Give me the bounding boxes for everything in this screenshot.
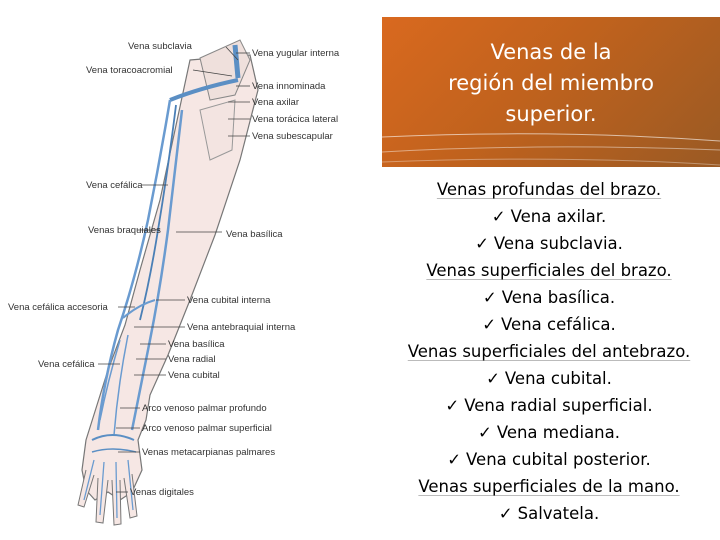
label-vena-cubital-interna: Vena cubital interna (187, 295, 271, 306)
list-item (382, 365, 716, 392)
checkmark-icon: ✓ (491, 207, 506, 226)
list-item-text: Vena axilar. (510, 207, 607, 226)
checkmark-icon: ✓ (498, 504, 513, 523)
title-line-2: región del miembro (448, 71, 654, 95)
label-arco-venoso-superficial: Arco venoso palmar superficial (142, 423, 272, 434)
label-venas-digitales: Venas digitales (130, 487, 194, 498)
vein-list (382, 176, 716, 527)
label-vena-cefalica-2: Vena cefálica (38, 359, 95, 370)
list-item-text: Vena cubital posterior. (466, 450, 651, 469)
page-title (382, 37, 720, 130)
title-line-3: superior. (505, 102, 597, 126)
list-item (382, 284, 716, 311)
checkmark-icon: ✓ (475, 234, 489, 253)
label-vena-basilica-2: Vena basílica (168, 339, 225, 350)
list-item-text: Vena cubital. (504, 369, 612, 388)
list-item-text: Vena basílica. (501, 288, 616, 307)
checkmark-icon: ✓ (482, 288, 497, 307)
label-vena-cefalica: Vena cefálica (86, 180, 143, 191)
heading-text: Venas superficiales de la mano. (418, 477, 680, 496)
list-item (382, 500, 716, 527)
section-heading (382, 473, 716, 500)
checkmark-icon: ✓ (477, 423, 492, 442)
list-item (382, 392, 716, 419)
jugular-vein (235, 45, 238, 78)
list-item (382, 419, 716, 446)
checkmark-icon: ✓ (445, 396, 460, 415)
list-item-text: Vena radial superficial. (464, 396, 653, 415)
label-vena-cefalica-accesoria: Vena cefálica accesoria (8, 302, 108, 313)
label-vena-subclavia: Vena subclavia (128, 41, 192, 52)
label-vena-axilar: Vena axilar (252, 97, 300, 108)
label-venas-braquiales: Venas braquiales (88, 225, 161, 236)
label-vena-subescapular: Vena subescapular (252, 131, 333, 142)
checkmark-icon: ✓ (482, 315, 497, 334)
label-vena-basilica: Vena basílica (226, 229, 283, 240)
heading-text: Venas superficiales del brazo. (426, 261, 672, 280)
label-vena-toracica-lateral: Vena torácica lateral (252, 114, 339, 125)
list-item-text: Salvatela. (517, 504, 600, 523)
label-arco-venoso-profundo: Arco venoso palmar profundo (142, 403, 267, 414)
list-item (382, 446, 716, 473)
label-vena-yugular-interna: Vena yugular interna (252, 48, 340, 59)
list-item-text: Vena mediana. (496, 423, 620, 442)
heading-text: Venas profundas del brazo. (436, 180, 662, 199)
list-item (382, 203, 716, 230)
checkmark-icon: ✓ (447, 450, 462, 469)
checkmark-icon: ✓ (486, 369, 500, 388)
section-heading (382, 338, 716, 365)
label-venas-metacarpianas: Venas metacarpianas palmares (142, 447, 276, 458)
label-vena-radial: Vena radial (168, 354, 216, 365)
list-item (382, 311, 716, 338)
list-item (382, 230, 716, 257)
section-heading (382, 257, 716, 284)
label-vena-innominada: Vena innominada (252, 81, 326, 92)
list-item-text: Vena subclavia. (493, 234, 623, 253)
title-line-1: Venas de la (490, 40, 612, 64)
label-vena-toracoacromial: Vena toracoacromial (86, 65, 173, 76)
list-item-text: Vena cefálica. (501, 315, 616, 334)
label-vena-antebraquial-interna: Vena antebraquial interna (187, 322, 296, 333)
title-banner (382, 17, 720, 167)
section-heading (382, 176, 716, 203)
heading-text: Venas superficiales del antebrazo. (407, 342, 691, 361)
label-vena-cubital: Vena cubital (168, 370, 220, 381)
